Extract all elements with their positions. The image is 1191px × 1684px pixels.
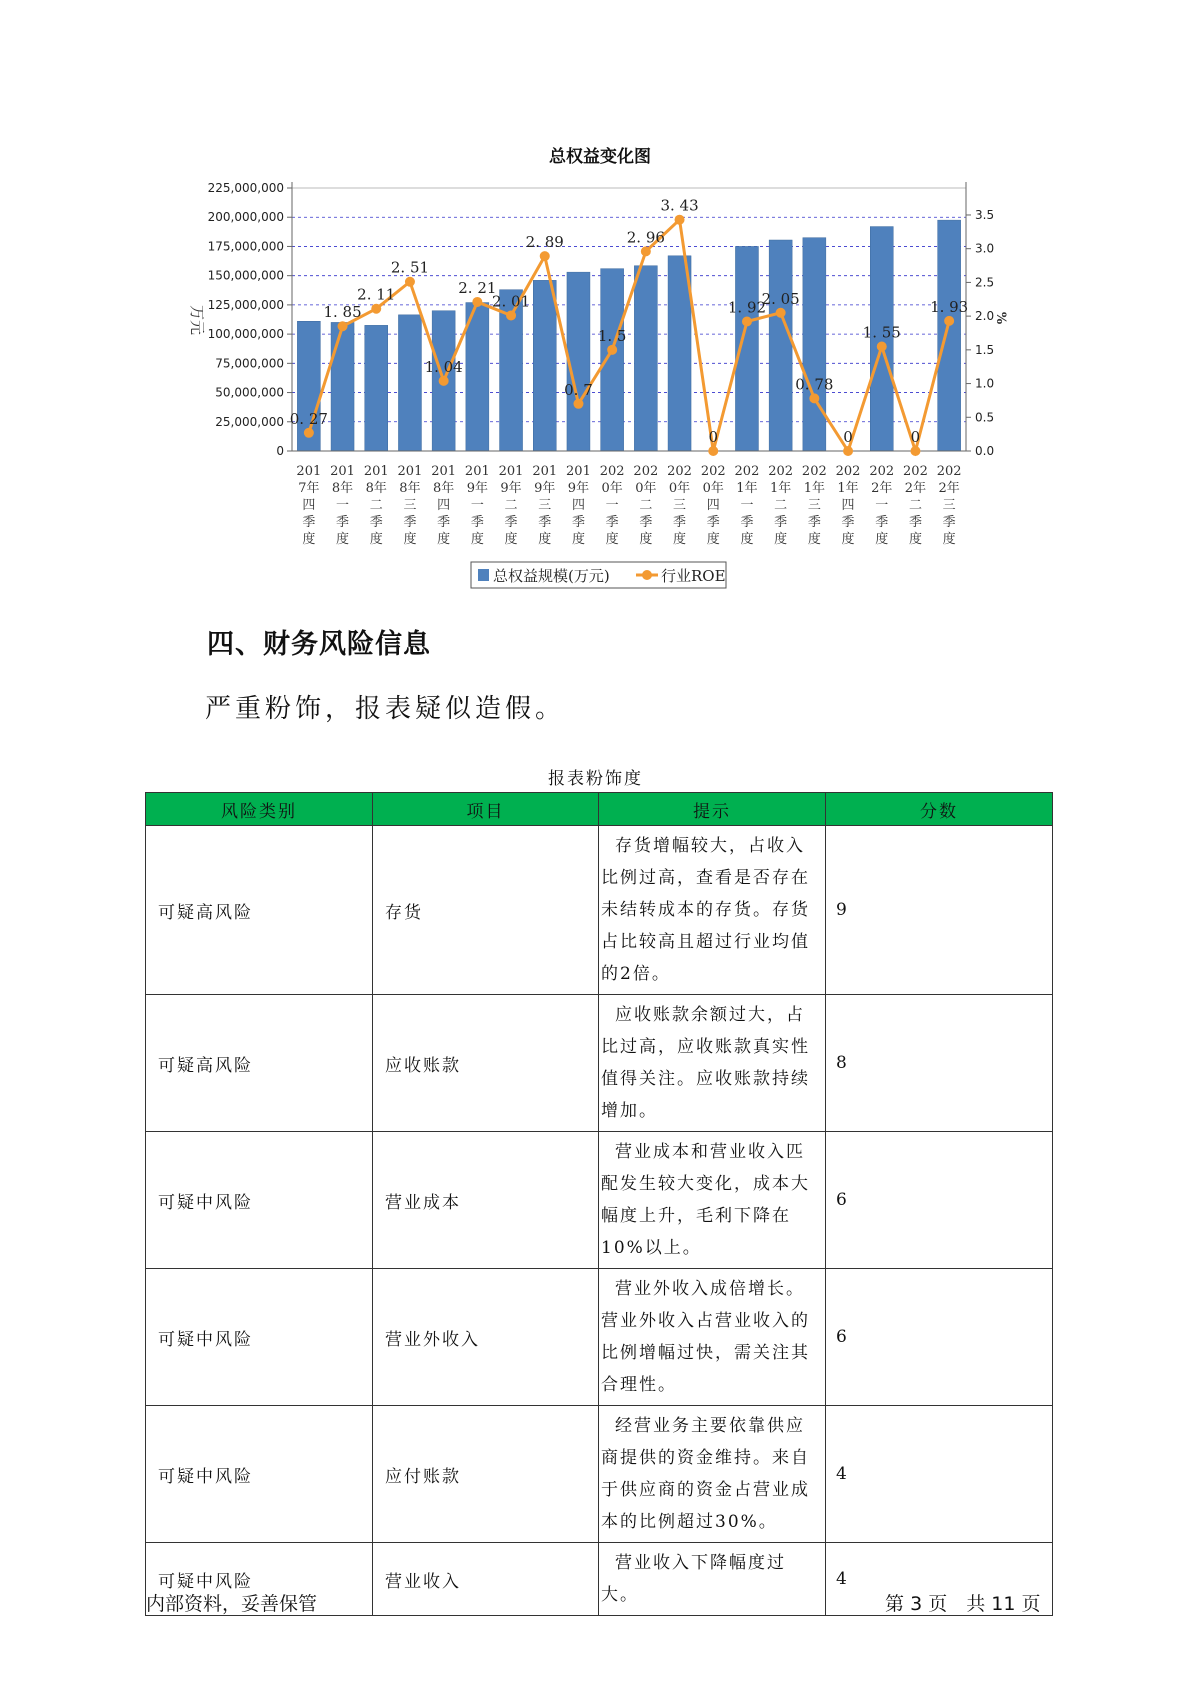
y-tick-label: 200,000,000 <box>207 210 284 225</box>
cell-score: 8 <box>826 995 1053 1132</box>
cell-item: 存货 <box>373 826 599 995</box>
cell-category: 可疑高风险 <box>146 995 373 1132</box>
y-tick-label: 225,000,000 <box>207 181 284 195</box>
cell-item: 应付账款 <box>373 1406 599 1543</box>
x-category-label: 201 <box>431 464 457 479</box>
cell-score: 4 <box>826 1406 1053 1543</box>
y2-tick-label: 0.0 <box>975 444 995 458</box>
footer-page-number: 3 <box>910 1593 923 1615</box>
x-category-label: 度 <box>605 532 619 547</box>
roe-point <box>573 399 583 409</box>
x-category-label: 三 <box>942 498 956 513</box>
x-category-label: 度 <box>538 532 552 547</box>
x-category-label: 四 <box>706 498 720 513</box>
table-row <box>146 995 1053 1132</box>
risk-table <box>145 792 1053 1616</box>
x-category-label: 度 <box>942 532 956 547</box>
roe-point <box>809 393 819 403</box>
x-category-label: 季 <box>875 515 889 530</box>
equity-bar <box>398 315 421 451</box>
table-row <box>146 1406 1053 1543</box>
x-category-label: 三 <box>538 498 552 513</box>
cell-hint: 营业成本和营业收入匹配发生较大变化，成本大幅度上升，毛利下降在10%以上。 <box>599 1132 826 1269</box>
x-category-label: 度 <box>740 532 754 547</box>
cell-category: 可疑中风险 <box>146 1132 373 1269</box>
chart-bars <box>297 220 960 451</box>
roe-data-label: 0. 7 <box>564 380 593 399</box>
roe-point <box>371 304 381 314</box>
x-category-label: 季 <box>538 515 552 530</box>
x-category-label: 0年 <box>635 481 657 496</box>
roe-point <box>877 341 887 351</box>
roe-point <box>607 345 617 355</box>
x-category-label: 202 <box>734 464 760 479</box>
cell-hint: 营业外收入成倍增长。营业外收入占营业收入的比例增幅过快，需关注其合理性。 <box>599 1269 826 1406</box>
x-category-label: 一 <box>336 498 350 513</box>
x-category-label: 四 <box>302 498 316 513</box>
roe-data-label: 2. 11 <box>357 285 396 304</box>
roe-data-label: 0 <box>708 428 719 446</box>
x-category-label: 201 <box>498 464 524 479</box>
section-body-text: 严重粉饰，报表疑似造假。 <box>205 694 566 724</box>
x-category-label: 度 <box>470 532 484 547</box>
x-category-label: 度 <box>774 532 788 547</box>
y-tick-label: 50,000,000 <box>215 385 284 400</box>
x-category-label: 7年 <box>298 481 320 496</box>
x-category-label: 201 <box>330 464 355 479</box>
roe-point <box>708 446 718 456</box>
roe-point <box>776 308 786 318</box>
roe-point <box>742 317 752 327</box>
roe-point <box>405 277 415 287</box>
x-category-label: 202 <box>869 464 895 479</box>
roe-data-label: 0. 78 <box>795 375 834 394</box>
y-tick-label: 25,000,000 <box>215 414 284 429</box>
roe-point <box>472 297 482 307</box>
table-row <box>146 1132 1053 1269</box>
x-category-label: 202 <box>700 464 726 479</box>
x-category-label: 季 <box>369 515 383 530</box>
chart-legend <box>471 562 726 588</box>
cell-category: 可疑高风险 <box>146 826 373 995</box>
y-tick-label: 0 <box>276 444 284 458</box>
y-tick-label: 150,000,000 <box>207 268 284 283</box>
cell-score: 6 <box>826 1132 1053 1269</box>
cell-category: 可疑中风险 <box>146 1269 373 1406</box>
roe-data-label: 1. 55 <box>862 323 901 342</box>
cell-score: 6 <box>826 1269 1053 1406</box>
equity-bar <box>803 238 826 451</box>
footer-page-suffix: 页 <box>1021 1593 1041 1615</box>
cell-item: 营业外收入 <box>373 1269 599 1406</box>
roe-data-label: 2. 21 <box>458 278 497 297</box>
x-category-label: 三 <box>807 498 821 513</box>
chart-title: 总权益变化图 <box>549 147 651 167</box>
footer-page-mid: 页 共 <box>928 1593 986 1615</box>
legend-swatch-dot <box>642 570 652 580</box>
x-category-label: 季 <box>807 515 821 530</box>
y2-tick-label: 1.0 <box>975 376 995 391</box>
x-category-label: 季 <box>841 515 855 530</box>
footer-page-prefix: 第 <box>885 1593 905 1615</box>
footer-confidential-note: 内部资料，妥善保管 <box>146 1593 318 1615</box>
y2-tick-label: 3.5 <box>975 207 995 222</box>
roe-point <box>910 446 920 456</box>
x-category-label: 季 <box>740 515 754 530</box>
x-category-label: 9年 <box>466 481 488 496</box>
x-category-label: 9年 <box>567 481 590 496</box>
section-heading: 四、财务风险信息 <box>207 629 431 660</box>
x-category-label: 一 <box>740 498 754 513</box>
equity-chart <box>0 0 1191 600</box>
equity-chart-svg <box>0 0 1191 600</box>
x-category-label: 8年 <box>433 481 455 496</box>
x-category-label: 0年 <box>601 481 623 496</box>
x-category-label: 1年 <box>736 481 758 496</box>
roe-data-label: 2. 51 <box>390 258 430 277</box>
roe-point <box>304 428 314 438</box>
x-category-label: 季 <box>673 515 687 530</box>
x-category-label: 202 <box>667 464 692 479</box>
cell-category: 可疑中风险 <box>146 1543 373 1616</box>
roe-data-label: 0 <box>843 428 853 446</box>
x-category-label: 度 <box>639 532 653 547</box>
roe-data-label: 1. 5 <box>597 326 627 345</box>
x-category-label: 季 <box>470 515 484 530</box>
y2-tick-label: 3.0 <box>975 241 995 256</box>
x-category-label: 季 <box>942 515 956 530</box>
legend-label-equity: 总权益规模(万元) <box>493 567 610 585</box>
table-row <box>146 1269 1053 1406</box>
equity-bar <box>938 220 961 451</box>
header-hint: 提示 <box>599 793 826 826</box>
equity-bar <box>769 240 792 451</box>
x-category-label: 三 <box>673 498 687 513</box>
x-category-label: 四 <box>841 498 855 513</box>
x-category-label: 9年 <box>500 481 522 496</box>
cell-item: 营业收入 <box>373 1543 599 1616</box>
chart-category-labels <box>296 464 961 547</box>
x-category-label: 四 <box>571 498 585 513</box>
equity-bar <box>601 269 624 451</box>
x-category-label: 1年 <box>837 481 859 496</box>
equity-bar <box>466 303 489 451</box>
x-category-label: 1年 <box>803 481 825 496</box>
x-category-label: 201 <box>532 464 558 479</box>
cell-hint: 应收账款余额过大，占比过高，应收账款真实性值得关注。应收账款持续增加。 <box>599 995 826 1132</box>
y-tick-label: 175,000,000 <box>207 239 284 254</box>
y-tick-label: 100,000,000 <box>207 327 284 342</box>
legend-swatch-bar <box>478 569 489 581</box>
x-category-label: 二 <box>504 498 518 513</box>
table-row <box>146 826 1053 995</box>
x-category-label: 度 <box>571 532 585 547</box>
x-category-label: 二 <box>639 498 653 513</box>
roe-data-label: 2. 05 <box>761 289 800 308</box>
y2-tick-label: 0.5 <box>975 410 995 425</box>
x-category-label: 季 <box>302 515 316 530</box>
footer-page-indicator <box>885 1589 1041 1616</box>
y2-tick-label: 1.5 <box>975 342 995 357</box>
x-category-label: 季 <box>639 515 653 530</box>
cell-score: 9 <box>826 826 1053 995</box>
x-category-label: 8年 <box>399 481 421 496</box>
roe-point <box>439 376 449 386</box>
x-category-label: 季 <box>706 515 720 530</box>
roe-point <box>675 215 685 225</box>
x-category-label: 202 <box>801 464 827 479</box>
x-category-label: 度 <box>908 532 922 547</box>
roe-point <box>540 251 550 261</box>
x-category-label: 201 <box>397 464 423 479</box>
x-category-label: 201 <box>464 464 490 479</box>
roe-data-label: 2. 89 <box>525 233 564 252</box>
equity-bar <box>533 280 556 451</box>
y-tick-label: 125,000,000 <box>207 297 284 312</box>
roe-data-label: 0. 27 <box>289 409 328 428</box>
x-category-label: 二 <box>908 498 922 513</box>
y-tick-label: 75,000,000 <box>215 356 284 371</box>
x-category-label: 季 <box>336 515 350 530</box>
x-category-label: 201 <box>296 464 322 479</box>
roe-point <box>944 316 954 326</box>
x-category-label: 一 <box>470 498 484 513</box>
x-category-label: 一 <box>875 498 889 513</box>
chart-data-labels <box>290 197 968 446</box>
y2-tick-label: 2.5 <box>975 275 995 290</box>
x-category-label: 1年 <box>770 481 792 496</box>
y2-axis-label: % <box>993 311 1008 325</box>
x-category-label: 度 <box>673 532 687 547</box>
roe-data-label: 1. 93 <box>930 297 969 316</box>
x-category-label: 季 <box>571 515 585 530</box>
x-category-label: 度 <box>504 532 518 547</box>
table-caption: 报表粉饰度 <box>548 769 643 789</box>
roe-data-label: 0 <box>910 428 921 446</box>
x-category-label: 一 <box>605 498 619 513</box>
cell-item: 应收账款 <box>373 995 599 1132</box>
x-category-label: 季 <box>908 515 922 530</box>
roe-data-label: 1. 85 <box>323 303 362 322</box>
x-category-label: 度 <box>302 532 316 547</box>
x-category-label: 201 <box>363 464 389 479</box>
x-category-label: 三 <box>403 498 417 513</box>
x-category-label: 2年 <box>871 481 893 496</box>
x-category-label: 二 <box>774 498 788 513</box>
x-category-label: 201 <box>566 464 591 479</box>
header-risk-category: 风险类别 <box>146 793 373 826</box>
equity-bar <box>331 322 354 451</box>
x-category-label: 度 <box>437 532 451 547</box>
x-category-label: 季 <box>403 515 417 530</box>
equity-bar <box>634 266 657 451</box>
x-category-label: 2年 <box>904 481 927 496</box>
x-category-label: 二 <box>369 498 383 513</box>
x-category-label: 0年 <box>702 481 724 496</box>
x-category-label: 202 <box>768 464 794 479</box>
x-category-label: 8年 <box>365 481 387 496</box>
x-category-label: 度 <box>706 532 720 547</box>
x-category-label: 202 <box>936 464 962 479</box>
x-category-label: 季 <box>605 515 619 530</box>
x-category-label: 2年 <box>938 481 960 496</box>
x-category-label: 202 <box>599 464 625 479</box>
legend-label-roe: 行业ROE <box>661 567 726 585</box>
x-category-label: 度 <box>841 532 855 547</box>
x-category-label: 季 <box>504 515 518 530</box>
cell-category: 可疑中风险 <box>146 1406 373 1543</box>
cell-hint: 营业收入下降幅度过大。 <box>599 1543 826 1616</box>
x-category-label: 度 <box>807 532 821 547</box>
x-category-label: 度 <box>403 532 417 547</box>
footer-page-total: 11 <box>991 1593 1016 1615</box>
table-header-row <box>146 793 1053 826</box>
x-category-label: 8年 <box>331 481 354 496</box>
header-item: 项目 <box>373 793 599 826</box>
x-category-label: 度 <box>369 532 383 547</box>
x-category-label: 四 <box>437 498 451 513</box>
x-category-label: 9年 <box>534 481 556 496</box>
x-category-label: 度 <box>336 532 350 547</box>
cell-hint: 经营业务主要依靠供应商提供的资金维持。来自于供应商的资金占营业成本的比例超过30%。 <box>599 1406 826 1543</box>
x-category-label: 202 <box>835 464 861 479</box>
x-category-label: 0年 <box>668 481 691 496</box>
roe-data-label: 3. 43 <box>660 196 699 215</box>
y2-tick-label: 2.0 <box>975 309 995 324</box>
x-category-label: 季 <box>774 515 788 530</box>
equity-bar <box>567 272 590 451</box>
roe-data-label: 2. 96 <box>626 228 665 247</box>
roe-point <box>506 310 516 320</box>
cell-hint: 存货增幅较大，占收入比例过高，查看是否存在未结转成本的存货。存货占比较高且超过行业均值的2倍。 <box>599 826 826 995</box>
y-axis-label: 万元 <box>188 304 206 336</box>
roe-point <box>641 246 651 256</box>
x-category-label: 202 <box>903 464 928 479</box>
roe-data-label: 2. 01 <box>491 292 531 311</box>
x-category-label: 202 <box>633 464 659 479</box>
cell-score: 4 <box>826 1543 1053 1616</box>
x-category-label: 季 <box>437 515 451 530</box>
cell-item: 营业成本 <box>373 1132 599 1269</box>
roe-data-label: 1. 92 <box>727 298 767 317</box>
roe-data-label: 1. 04 <box>424 357 463 376</box>
roe-point <box>338 321 348 331</box>
roe-point <box>843 446 853 456</box>
equity-bar <box>365 325 388 451</box>
header-score: 分数 <box>826 793 1053 826</box>
x-category-label: 度 <box>875 532 889 547</box>
